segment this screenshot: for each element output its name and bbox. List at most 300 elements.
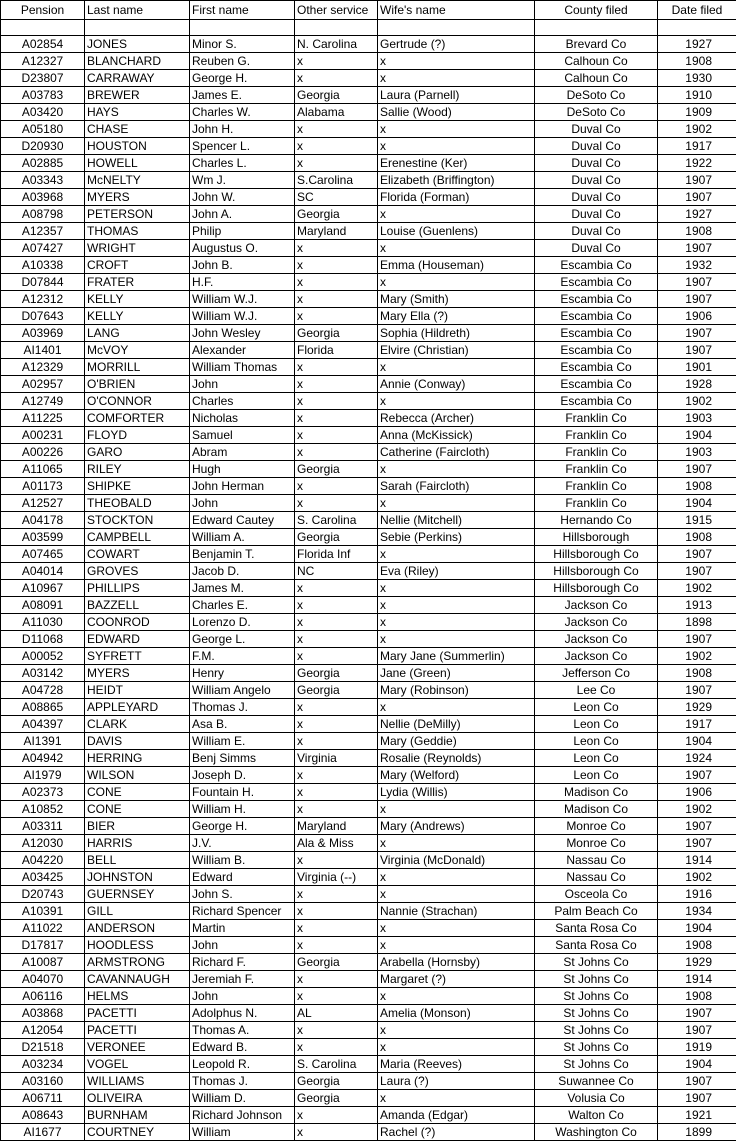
wife-name-cell: x — [378, 274, 535, 291]
county-cell: Escambia Co — [535, 291, 658, 308]
date-cell: 1907 — [658, 1090, 736, 1107]
first-name-cell: Hugh — [190, 461, 295, 478]
last-name-cell: COMFORTER — [85, 410, 190, 427]
county-cell: Franklin Co — [535, 461, 658, 478]
other-service-cell: x — [295, 597, 378, 614]
county-cell: Santa Rosa Co — [535, 937, 658, 954]
pension-cell: A04178 — [1, 512, 85, 529]
first-name-cell: Charles W. — [190, 104, 295, 121]
wife-name-cell: Elizabeth (Briffington) — [378, 172, 535, 189]
date-cell: 1907 — [658, 767, 736, 784]
other-service-cell: x — [295, 1107, 378, 1124]
county-cell: Hillsborough Co — [535, 580, 658, 597]
county-cell: DeSoto Co — [535, 87, 658, 104]
last-name-cell: JONES — [85, 36, 190, 53]
first-name-cell: Richard F. — [190, 954, 295, 971]
other-service-cell: x — [295, 971, 378, 988]
other-service-cell: x — [295, 495, 378, 512]
first-name-cell: Alexander — [190, 342, 295, 359]
wife-name-cell: x — [378, 1022, 535, 1039]
pension-cell: A06711 — [1, 1090, 85, 1107]
pension-cell: A08643 — [1, 1107, 85, 1124]
date-cell: 1919 — [658, 1039, 736, 1056]
other-service-cell: x — [295, 988, 378, 1005]
first-name-cell: Henry — [190, 665, 295, 682]
table-row — [1, 937, 736, 954]
other-service-cell: x — [295, 1124, 378, 1141]
county-cell: St Johns Co — [535, 954, 658, 971]
last-name-cell: SYFRETT — [85, 648, 190, 665]
table-row — [1, 1022, 736, 1039]
table-body — [1, 36, 736, 1141]
blank-cell — [295, 20, 378, 36]
date-cell: 1932 — [658, 257, 736, 274]
first-name-cell: Edward — [190, 869, 295, 886]
last-name-cell: PETERSON — [85, 206, 190, 223]
last-name-cell: HEIDT — [85, 682, 190, 699]
last-name-cell: VOGEL — [85, 1056, 190, 1073]
pension-cell: D11068 — [1, 631, 85, 648]
date-cell: 1916 — [658, 886, 736, 903]
table-row — [1, 869, 736, 886]
table-row — [1, 648, 736, 665]
table-row — [1, 733, 736, 750]
pension-cell: A02854 — [1, 36, 85, 53]
table-row — [1, 716, 736, 733]
last-name-cell: GARO — [85, 444, 190, 461]
date-cell: 1907 — [658, 563, 736, 580]
other-service-cell: Maryland — [295, 818, 378, 835]
pension-cell: A08091 — [1, 597, 85, 614]
other-service-cell: x — [295, 1022, 378, 1039]
table-row — [1, 121, 736, 138]
other-service-cell: x — [295, 767, 378, 784]
table-row — [1, 393, 736, 410]
first-name-cell: John S. — [190, 886, 295, 903]
county-cell: Nassau Co — [535, 852, 658, 869]
table-row — [1, 104, 736, 121]
date-cell: 1902 — [658, 393, 736, 410]
wife-name-cell: Laura (Parnell) — [378, 87, 535, 104]
table-row — [1, 580, 736, 597]
wife-name-cell: x — [378, 937, 535, 954]
pension-cell: A00231 — [1, 427, 85, 444]
last-name-cell: COWART — [85, 546, 190, 563]
first-name-cell: Spencer L. — [190, 138, 295, 155]
other-service-cell: Georgia — [295, 325, 378, 342]
date-cell: 1927 — [658, 36, 736, 53]
county-cell: Hernando Co — [535, 512, 658, 529]
wife-name-cell: x — [378, 920, 535, 937]
date-cell: 1924 — [658, 750, 736, 767]
pension-cell: A04070 — [1, 971, 85, 988]
table-row — [1, 971, 736, 988]
wife-name-cell: Mary (Welford) — [378, 767, 535, 784]
pension-cell: A01173 — [1, 478, 85, 495]
county-cell: Franklin Co — [535, 444, 658, 461]
first-name-cell: Adolphus N. — [190, 1005, 295, 1022]
blank-cell — [658, 20, 736, 36]
last-name-cell: MYERS — [85, 665, 190, 682]
table-row — [1, 308, 736, 325]
pension-cell: A12312 — [1, 291, 85, 308]
date-cell: 1907 — [658, 818, 736, 835]
blank-cell — [85, 20, 190, 36]
pension-cell: A12749 — [1, 393, 85, 410]
county-cell: Hillsborough — [535, 529, 658, 546]
county-cell: Escambia Co — [535, 325, 658, 342]
first-name-cell: Minor S. — [190, 36, 295, 53]
date-cell: 1907 — [658, 240, 736, 257]
table-row — [1, 189, 736, 206]
date-cell: 1913 — [658, 597, 736, 614]
other-service-cell: x — [295, 648, 378, 665]
wife-name-cell: Mary Jane (Summerlin) — [378, 648, 535, 665]
date-cell: 1898 — [658, 614, 736, 631]
pension-cell: D21518 — [1, 1039, 85, 1056]
wife-name-cell: x — [378, 138, 535, 155]
other-service-cell: S.Carolina — [295, 172, 378, 189]
first-name-cell: Richard Johnson — [190, 1107, 295, 1124]
pension-cell: A04942 — [1, 750, 85, 767]
date-cell: 1902 — [658, 648, 736, 665]
pension-cell: A10391 — [1, 903, 85, 920]
county-cell: Leon Co — [535, 699, 658, 716]
other-service-cell: x — [295, 784, 378, 801]
other-service-cell: N. Carolina — [295, 36, 378, 53]
first-name-cell: William Angelo — [190, 682, 295, 699]
county-cell: Franklin Co — [535, 495, 658, 512]
county-cell: Lee Co — [535, 682, 658, 699]
wife-name-cell: x — [378, 580, 535, 597]
county-cell: St Johns Co — [535, 1056, 658, 1073]
last-name-cell: JOHNSTON — [85, 869, 190, 886]
wife-name-cell: Anna (McKissick) — [378, 427, 535, 444]
wife-name-cell: Mary Ella (?) — [378, 308, 535, 325]
date-cell: 1928 — [658, 376, 736, 393]
wife-name-cell: Louise (Guenlens) — [378, 223, 535, 240]
table-row — [1, 512, 736, 529]
table-row — [1, 920, 736, 937]
pension-cell: D20930 — [1, 138, 85, 155]
table-row — [1, 70, 736, 87]
pension-cell: A02885 — [1, 155, 85, 172]
wife-name-cell: Catherine (Faircloth) — [378, 444, 535, 461]
table-row — [1, 172, 736, 189]
table-row — [1, 325, 736, 342]
other-service-cell: x — [295, 580, 378, 597]
first-name-cell: William W.J. — [190, 291, 295, 308]
first-name-cell: John Wesley — [190, 325, 295, 342]
county-cell: Monroe Co — [535, 835, 658, 852]
blank-row — [1, 20, 736, 36]
first-name-cell: George H. — [190, 70, 295, 87]
last-name-cell: FRATER — [85, 274, 190, 291]
county-cell: DeSoto Co — [535, 104, 658, 121]
date-cell: 1903 — [658, 410, 736, 427]
county-cell: Jackson Co — [535, 648, 658, 665]
wife-name-cell: Amanda (Edgar) — [378, 1107, 535, 1124]
blank-cell — [535, 20, 658, 36]
date-cell: 1917 — [658, 716, 736, 733]
date-cell: 1907 — [658, 1073, 736, 1090]
county-cell: Duval Co — [535, 240, 658, 257]
county-cell: Escambia Co — [535, 359, 658, 376]
first-name-cell: Thomas J. — [190, 699, 295, 716]
other-service-cell: x — [295, 444, 378, 461]
wife-name-cell: x — [378, 121, 535, 138]
county-cell: Hillsborough Co — [535, 546, 658, 563]
county-cell: Madison Co — [535, 801, 658, 818]
date-cell: 1907 — [658, 682, 736, 699]
date-cell: 1907 — [658, 325, 736, 342]
other-service-cell: SC — [295, 189, 378, 206]
other-service-cell: Maryland — [295, 223, 378, 240]
wife-name-cell: Sophia (Hildreth) — [378, 325, 535, 342]
other-service-cell: Georgia — [295, 682, 378, 699]
last-name-cell: FLOYD — [85, 427, 190, 444]
table-row — [1, 665, 736, 682]
first-name-cell: Wm J. — [190, 172, 295, 189]
table-row — [1, 750, 736, 767]
last-name-cell: THOMAS — [85, 223, 190, 240]
first-name-cell: John W. — [190, 189, 295, 206]
pension-cell: A00226 — [1, 444, 85, 461]
pension-cell: A03968 — [1, 189, 85, 206]
pension-cell: A04220 — [1, 852, 85, 869]
pension-cell: A02957 — [1, 376, 85, 393]
table-row — [1, 410, 736, 427]
wife-name-cell: x — [378, 393, 535, 410]
wife-name-cell: Elvire (Christian) — [378, 342, 535, 359]
header-last-name: Last name — [85, 1, 190, 20]
pension-cell: A03599 — [1, 529, 85, 546]
pension-cell: A12329 — [1, 359, 85, 376]
date-cell: 1914 — [658, 852, 736, 869]
first-name-cell: William D. — [190, 1090, 295, 1107]
first-name-cell: John — [190, 937, 295, 954]
wife-name-cell: Sarah (Faircloth) — [378, 478, 535, 495]
pension-cell: A03868 — [1, 1005, 85, 1022]
first-name-cell: H.F. — [190, 274, 295, 291]
county-cell: Escambia Co — [535, 274, 658, 291]
table-row — [1, 682, 736, 699]
pension-cell: D07643 — [1, 308, 85, 325]
last-name-cell: HOUSTON — [85, 138, 190, 155]
first-name-cell: George H. — [190, 818, 295, 835]
first-name-cell: George L. — [190, 631, 295, 648]
last-name-cell: SHIPKE — [85, 478, 190, 495]
county-cell: Jackson Co — [535, 597, 658, 614]
table-row — [1, 784, 736, 801]
date-cell: 1902 — [658, 869, 736, 886]
last-name-cell: CONE — [85, 801, 190, 818]
county-cell: Escambia Co — [535, 308, 658, 325]
date-cell: 1904 — [658, 733, 736, 750]
wife-name-cell: x — [378, 70, 535, 87]
wife-name-cell: Mary (Smith) — [378, 291, 535, 308]
table-row — [1, 206, 736, 223]
other-service-cell: x — [295, 614, 378, 631]
date-cell: 1934 — [658, 903, 736, 920]
last-name-cell: THEOBALD — [85, 495, 190, 512]
date-cell: 1907 — [658, 274, 736, 291]
wife-name-cell: Mary (Geddie) — [378, 733, 535, 750]
table-row — [1, 342, 736, 359]
table-row — [1, 563, 736, 580]
pension-cell: A12054 — [1, 1022, 85, 1039]
first-name-cell: Charles L. — [190, 155, 295, 172]
other-service-cell: Ala & Miss — [295, 835, 378, 852]
first-name-cell: Nicholas — [190, 410, 295, 427]
table-row — [1, 1039, 736, 1056]
pension-cell: A03420 — [1, 104, 85, 121]
table-row — [1, 1056, 736, 1073]
first-name-cell: William Thomas — [190, 359, 295, 376]
county-cell: Franklin Co — [535, 427, 658, 444]
table-row — [1, 240, 736, 257]
county-cell: Santa Rosa Co — [535, 920, 658, 937]
first-name-cell: James M. — [190, 580, 295, 597]
other-service-cell: x — [295, 70, 378, 87]
county-cell: Calhoun Co — [535, 70, 658, 87]
date-cell: 1904 — [658, 427, 736, 444]
table-row — [1, 495, 736, 512]
other-service-cell: S. Carolina — [295, 512, 378, 529]
last-name-cell: OLIVEIRA — [85, 1090, 190, 1107]
last-name-cell: GROVES — [85, 563, 190, 580]
date-cell: 1907 — [658, 291, 736, 308]
table-row — [1, 903, 736, 920]
last-name-cell: CHASE — [85, 121, 190, 138]
date-cell: 1907 — [658, 546, 736, 563]
county-cell: St Johns Co — [535, 988, 658, 1005]
date-cell: 1915 — [658, 512, 736, 529]
other-service-cell: Virginia (--) — [295, 869, 378, 886]
pension-cell: A00052 — [1, 648, 85, 665]
first-name-cell: William H. — [190, 801, 295, 818]
wife-name-cell: Sallie (Wood) — [378, 104, 535, 121]
table-row — [1, 1090, 736, 1107]
last-name-cell: CROFT — [85, 257, 190, 274]
last-name-cell: MORRILL — [85, 359, 190, 376]
wife-name-cell: x — [378, 1039, 535, 1056]
date-cell: 1902 — [658, 121, 736, 138]
table-row — [1, 223, 736, 240]
last-name-cell: PHILLIPS — [85, 580, 190, 597]
other-service-cell: x — [295, 359, 378, 376]
wife-name-cell: Sebie (Perkins) — [378, 529, 535, 546]
table-row — [1, 767, 736, 784]
wife-name-cell: Lydia (Willis) — [378, 784, 535, 801]
first-name-cell: Joseph D. — [190, 767, 295, 784]
pension-cell: A06116 — [1, 988, 85, 1005]
wife-name-cell: Arabella (Hornsby) — [378, 954, 535, 971]
county-cell: Madison Co — [535, 784, 658, 801]
wife-name-cell: x — [378, 461, 535, 478]
first-name-cell: J.V. — [190, 835, 295, 852]
last-name-cell: PACETTI — [85, 1022, 190, 1039]
table-row — [1, 699, 736, 716]
table-row — [1, 597, 736, 614]
pension-cell: D23807 — [1, 70, 85, 87]
county-cell: St Johns Co — [535, 1022, 658, 1039]
first-name-cell: Samuel — [190, 427, 295, 444]
wife-name-cell: Maria (Reeves) — [378, 1056, 535, 1073]
county-cell: Suwannee Co — [535, 1073, 658, 1090]
last-name-cell: HOWELL — [85, 155, 190, 172]
date-cell: 1908 — [658, 665, 736, 682]
wife-name-cell: x — [378, 835, 535, 852]
wife-name-cell: Emma (Houseman) — [378, 257, 535, 274]
other-service-cell: Florida — [295, 342, 378, 359]
table-row — [1, 546, 736, 563]
table-row — [1, 818, 736, 835]
pension-cell: A07427 — [1, 240, 85, 257]
first-name-cell: Charles — [190, 393, 295, 410]
county-cell: Escambia Co — [535, 393, 658, 410]
wife-name-cell: Gertrude (?) — [378, 36, 535, 53]
other-service-cell: x — [295, 427, 378, 444]
pension-cell: AI1677 — [1, 1124, 85, 1141]
wife-name-cell: x — [378, 359, 535, 376]
last-name-cell: O'CONNOR — [85, 393, 190, 410]
other-service-cell: Georgia — [295, 954, 378, 971]
last-name-cell: CAVANNAUGH — [85, 971, 190, 988]
date-cell: 1929 — [658, 954, 736, 971]
county-cell: Walton Co — [535, 1107, 658, 1124]
wife-name-cell: x — [378, 614, 535, 631]
last-name-cell: BLANCHARD — [85, 53, 190, 70]
last-name-cell: LANG — [85, 325, 190, 342]
table-row — [1, 529, 736, 546]
date-cell: 1902 — [658, 801, 736, 818]
other-service-cell: S. Carolina — [295, 1056, 378, 1073]
last-name-cell: O'BRIEN — [85, 376, 190, 393]
other-service-cell: x — [295, 631, 378, 648]
first-name-cell: Charles E. — [190, 597, 295, 614]
first-name-cell: William B. — [190, 852, 295, 869]
table-row — [1, 835, 736, 852]
first-name-cell: William W.J. — [190, 308, 295, 325]
header-county-filed: County filed — [535, 1, 658, 20]
pension-cell: A03783 — [1, 87, 85, 104]
county-cell: Leon Co — [535, 716, 658, 733]
last-name-cell: HAYS — [85, 104, 190, 121]
last-name-cell: HERRING — [85, 750, 190, 767]
wife-name-cell: Amelia (Monson) — [378, 1005, 535, 1022]
county-cell: Brevard Co — [535, 36, 658, 53]
table-row — [1, 1107, 736, 1124]
wife-name-cell: x — [378, 886, 535, 903]
county-cell: Duval Co — [535, 206, 658, 223]
blank-cell — [378, 20, 535, 36]
table-row — [1, 138, 736, 155]
last-name-cell: HARRIS — [85, 835, 190, 852]
wife-name-cell: Margaret (?) — [378, 971, 535, 988]
pension-cell: A10967 — [1, 580, 85, 597]
pension-cell: A04397 — [1, 716, 85, 733]
last-name-cell: DAVIS — [85, 733, 190, 750]
first-name-cell: Richard Spencer — [190, 903, 295, 920]
last-name-cell: APPLEYARD — [85, 699, 190, 716]
date-cell: 1921 — [658, 1107, 736, 1124]
wife-name-cell: Nannie (Strachan) — [378, 903, 535, 920]
county-cell: Nassau Co — [535, 869, 658, 886]
first-name-cell: Reuben G. — [190, 53, 295, 70]
table-row — [1, 359, 736, 376]
pension-cell: AI1391 — [1, 733, 85, 750]
